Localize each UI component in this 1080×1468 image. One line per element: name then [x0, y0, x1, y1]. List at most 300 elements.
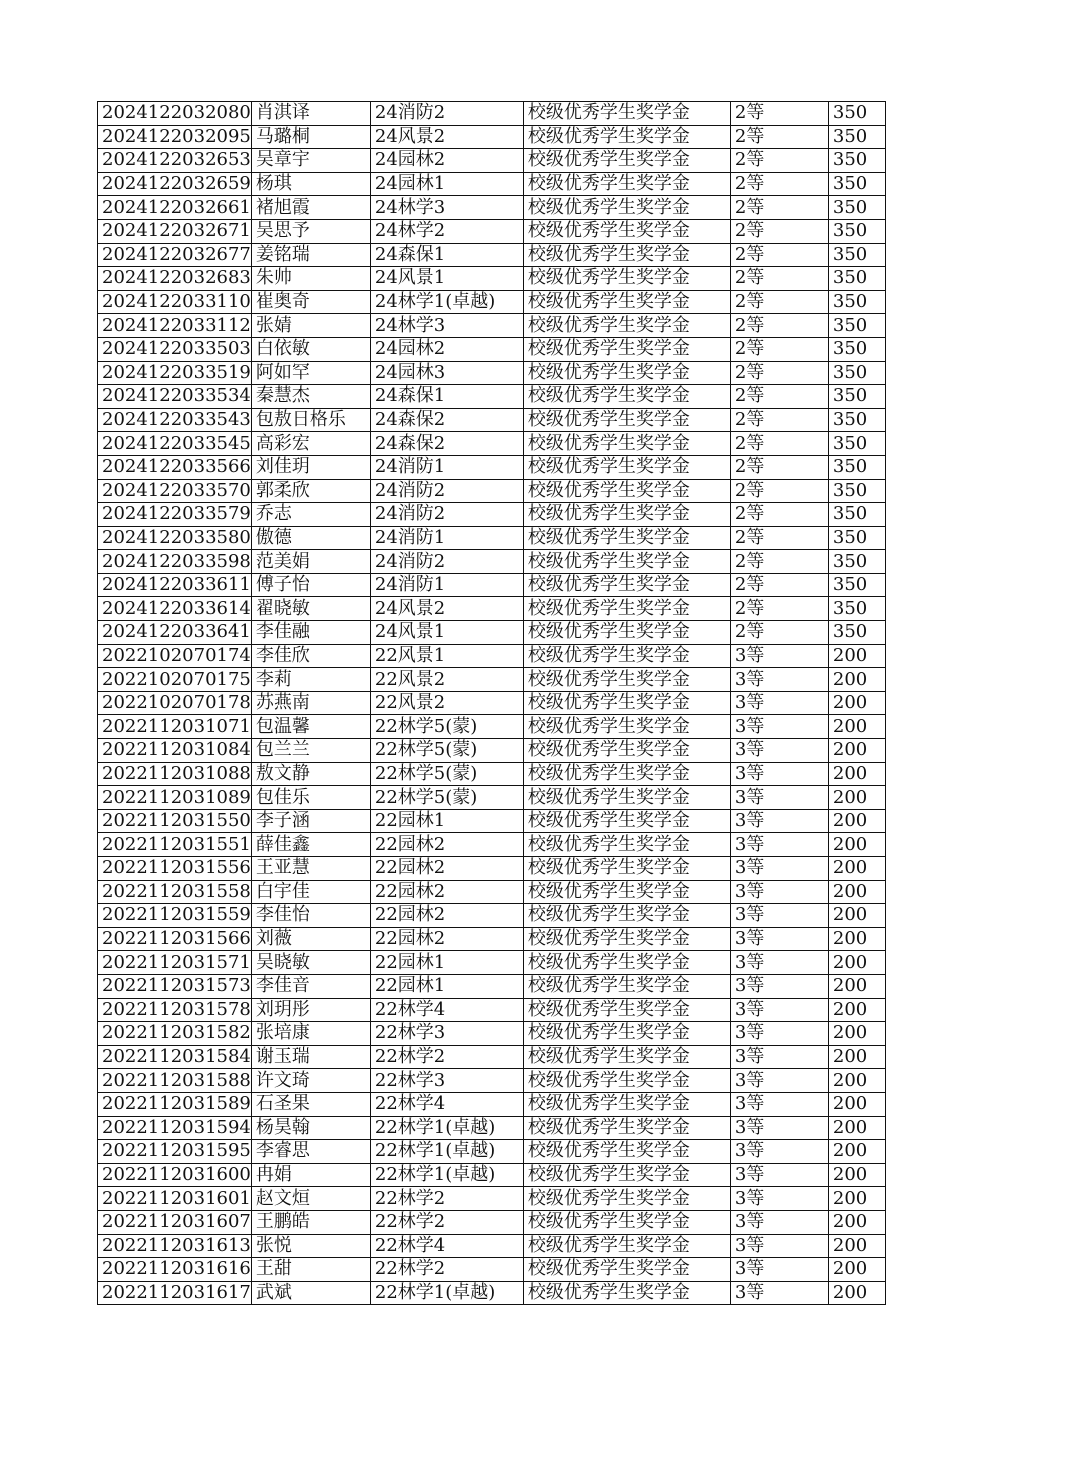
- table-row: [98, 550, 886, 574]
- class-cell: 24消防2: [370, 102, 523, 126]
- class-cell: 24风景1: [370, 267, 523, 291]
- grade-cell: 2等: [730, 550, 828, 574]
- table-row: [98, 951, 886, 975]
- student-id-cell: 2024122032677: [98, 243, 252, 267]
- student-id-cell: 2024122032653: [98, 149, 252, 173]
- award-cell: 校级优秀学生奖学金: [523, 408, 730, 432]
- table-row: [98, 219, 886, 243]
- grade-cell: 2等: [730, 337, 828, 361]
- award-cell: 校级优秀学生奖学金: [523, 621, 730, 645]
- name-cell: 李佳怡: [251, 904, 370, 928]
- award-cell: 校级优秀学生奖学金: [523, 243, 730, 267]
- student-id-cell: 2022112031559: [98, 904, 252, 928]
- amount-cell: 350: [828, 361, 885, 385]
- name-cell: 李佳融: [251, 621, 370, 645]
- class-cell: 24森保1: [370, 243, 523, 267]
- grade-cell: 2等: [730, 455, 828, 479]
- class-cell: 22林学1(卓越): [370, 1163, 523, 1187]
- name-cell: 李子涵: [251, 809, 370, 833]
- award-cell: 校级优秀学生奖学金: [523, 125, 730, 149]
- award-cell: 校级优秀学生奖学金: [523, 833, 730, 857]
- class-cell: 22林学2: [370, 1045, 523, 1069]
- grade-cell: 3等: [730, 1210, 828, 1234]
- student-id-cell: 2022112031607: [98, 1210, 252, 1234]
- table-row: [98, 102, 886, 126]
- award-cell: 校级优秀学生奖学金: [523, 361, 730, 385]
- table-row: [98, 833, 886, 857]
- class-cell: 24林学3: [370, 196, 523, 220]
- class-cell: 22林学1(卓越): [370, 1140, 523, 1164]
- student-id-cell: 2022112031550: [98, 809, 252, 833]
- name-cell: 阿如罕: [251, 361, 370, 385]
- amount-cell: 350: [828, 621, 885, 645]
- grade-cell: 3等: [730, 691, 828, 715]
- student-id-cell: 2024122032095: [98, 125, 252, 149]
- name-cell: 冉娟: [251, 1163, 370, 1187]
- student-id-cell: 2024122032661: [98, 196, 252, 220]
- amount-cell: 350: [828, 243, 885, 267]
- award-cell: 校级优秀学生奖学金: [523, 479, 730, 503]
- table-row: [98, 644, 886, 668]
- grade-cell: 2等: [730, 172, 828, 196]
- name-cell: 吴章宇: [251, 149, 370, 173]
- student-id-cell: 2024122033570: [98, 479, 252, 503]
- amount-cell: 200: [828, 1140, 885, 1164]
- grade-cell: 2等: [730, 361, 828, 385]
- table-row: [98, 668, 886, 692]
- student-id-cell: 2022102070175: [98, 668, 252, 692]
- class-cell: 22林学4: [370, 998, 523, 1022]
- award-cell: 校级优秀学生奖学金: [523, 1163, 730, 1187]
- award-cell: 校级优秀学生奖学金: [523, 267, 730, 291]
- class-cell: 22林学3: [370, 1069, 523, 1093]
- amount-cell: 350: [828, 102, 885, 126]
- student-id-cell: 2024122032659: [98, 172, 252, 196]
- amount-cell: 200: [828, 1163, 885, 1187]
- award-cell: 校级优秀学生奖学金: [523, 809, 730, 833]
- award-cell: 校级优秀学生奖学金: [523, 314, 730, 338]
- student-id-cell: 2022112031578: [98, 998, 252, 1022]
- student-id-cell: 2022112031601: [98, 1187, 252, 1211]
- name-cell: 赵文烜: [251, 1187, 370, 1211]
- amount-cell: 200: [828, 951, 885, 975]
- table-row: [98, 149, 886, 173]
- grade-cell: 2等: [730, 243, 828, 267]
- award-cell: 校级优秀学生奖学金: [523, 1022, 730, 1046]
- class-cell: 22林学3: [370, 1022, 523, 1046]
- name-cell: 马璐桐: [251, 125, 370, 149]
- award-cell: 校级优秀学生奖学金: [523, 1116, 730, 1140]
- table-row: [98, 267, 886, 291]
- amount-cell: 350: [828, 455, 885, 479]
- award-cell: 校级优秀学生奖学金: [523, 762, 730, 786]
- class-cell: 22林学2: [370, 1258, 523, 1282]
- grade-cell: 3等: [730, 1281, 828, 1305]
- grade-cell: 3等: [730, 833, 828, 857]
- name-cell: 谢玉瑞: [251, 1045, 370, 1069]
- award-cell: 校级优秀学生奖学金: [523, 172, 730, 196]
- name-cell: 王亚慧: [251, 857, 370, 881]
- class-cell: 24消防1: [370, 455, 523, 479]
- award-cell: 校级优秀学生奖学金: [523, 927, 730, 951]
- name-cell: 傲德: [251, 526, 370, 550]
- grade-cell: 3等: [730, 1187, 828, 1211]
- table-row: [98, 809, 886, 833]
- table-row: [98, 715, 886, 739]
- class-cell: 22风景2: [370, 668, 523, 692]
- grade-cell: 3等: [730, 644, 828, 668]
- name-cell: 张培康: [251, 1022, 370, 1046]
- table-row: [98, 314, 886, 338]
- class-cell: 22林学5(蒙): [370, 786, 523, 810]
- amount-cell: 200: [828, 1187, 885, 1211]
- table-row: [98, 857, 886, 881]
- table-row: [98, 503, 886, 527]
- grade-cell: 3等: [730, 1234, 828, 1258]
- student-id-cell: 2022112031582: [98, 1022, 252, 1046]
- name-cell: 包佳乐: [251, 786, 370, 810]
- grade-cell: 3等: [730, 1069, 828, 1093]
- amount-cell: 200: [828, 974, 885, 998]
- student-id-cell: 2022112031089: [98, 786, 252, 810]
- amount-cell: 350: [828, 149, 885, 173]
- amount-cell: 350: [828, 196, 885, 220]
- award-cell: 校级优秀学生奖学金: [523, 715, 730, 739]
- table-row: [98, 904, 886, 928]
- amount-cell: 350: [828, 408, 885, 432]
- name-cell: 褚旭霞: [251, 196, 370, 220]
- award-cell: 校级优秀学生奖学金: [523, 597, 730, 621]
- award-cell: 校级优秀学生奖学金: [523, 644, 730, 668]
- grade-cell: 2等: [730, 290, 828, 314]
- table-row: [98, 691, 886, 715]
- name-cell: 李睿思: [251, 1140, 370, 1164]
- amount-cell: 200: [828, 880, 885, 904]
- amount-cell: 350: [828, 479, 885, 503]
- table-row: [98, 762, 886, 786]
- grade-cell: 3等: [730, 951, 828, 975]
- name-cell: 朱帅: [251, 267, 370, 291]
- award-cell: 校级优秀学生奖学金: [523, 857, 730, 881]
- award-cell: 校级优秀学生奖学金: [523, 1187, 730, 1211]
- class-cell: 22林学5(蒙): [370, 739, 523, 763]
- grade-cell: 2等: [730, 149, 828, 173]
- name-cell: 范美娟: [251, 550, 370, 574]
- table-row: [98, 974, 886, 998]
- table-row: [98, 1187, 886, 1211]
- grade-cell: 3等: [730, 668, 828, 692]
- table-row: [98, 526, 886, 550]
- amount-cell: 350: [828, 125, 885, 149]
- grade-cell: 2等: [730, 408, 828, 432]
- amount-cell: 350: [828, 219, 885, 243]
- student-id-cell: 2022112031595: [98, 1140, 252, 1164]
- grade-cell: 2等: [730, 573, 828, 597]
- table-row: [98, 290, 886, 314]
- class-cell: 22林学1(卓越): [370, 1281, 523, 1305]
- award-cell: 校级优秀学生奖学金: [523, 290, 730, 314]
- award-cell: 校级优秀学生奖学金: [523, 974, 730, 998]
- class-cell: 22林学5(蒙): [370, 715, 523, 739]
- award-cell: 校级优秀学生奖学金: [523, 1045, 730, 1069]
- class-cell: 24林学1(卓越): [370, 290, 523, 314]
- student-id-cell: 2022112031589: [98, 1092, 252, 1116]
- amount-cell: 200: [828, 1069, 885, 1093]
- class-cell: 22园林2: [370, 880, 523, 904]
- grade-cell: 2等: [730, 597, 828, 621]
- student-id-cell: 2022112031071: [98, 715, 252, 739]
- name-cell: 苏燕南: [251, 691, 370, 715]
- amount-cell: 200: [828, 1258, 885, 1282]
- amount-cell: 350: [828, 172, 885, 196]
- student-id-cell: 2022112031600: [98, 1163, 252, 1187]
- class-cell: 24林学2: [370, 219, 523, 243]
- award-cell: 校级优秀学生奖学金: [523, 102, 730, 126]
- amount-cell: 350: [828, 526, 885, 550]
- student-id-cell: 2022112031558: [98, 880, 252, 904]
- award-cell: 校级优秀学生奖学金: [523, 550, 730, 574]
- name-cell: 张悦: [251, 1234, 370, 1258]
- class-cell: 22林学2: [370, 1187, 523, 1211]
- table-row: [98, 739, 886, 763]
- grade-cell: 2等: [730, 479, 828, 503]
- amount-cell: 350: [828, 290, 885, 314]
- amount-cell: 200: [828, 1022, 885, 1046]
- class-cell: 22园林2: [370, 927, 523, 951]
- award-cell: 校级优秀学生奖学金: [523, 880, 730, 904]
- name-cell: 乔志: [251, 503, 370, 527]
- amount-cell: 200: [828, 857, 885, 881]
- class-cell: 22林学1(卓越): [370, 1116, 523, 1140]
- grade-cell: 3等: [730, 1022, 828, 1046]
- grade-cell: 3等: [730, 927, 828, 951]
- class-cell: 22林学2: [370, 1210, 523, 1234]
- grade-cell: 3等: [730, 715, 828, 739]
- table-row: [98, 455, 886, 479]
- class-cell: 24园林2: [370, 337, 523, 361]
- amount-cell: 200: [828, 691, 885, 715]
- name-cell: 肖淇译: [251, 102, 370, 126]
- student-id-cell: 2024122033543: [98, 408, 252, 432]
- grade-cell: 3等: [730, 998, 828, 1022]
- award-cell: 校级优秀学生奖学金: [523, 998, 730, 1022]
- class-cell: 22风景2: [370, 691, 523, 715]
- class-cell: 24园林1: [370, 172, 523, 196]
- student-id-cell: 2024122032080: [98, 102, 252, 126]
- class-cell: 24消防1: [370, 573, 523, 597]
- award-cell: 校级优秀学生奖学金: [523, 904, 730, 928]
- award-cell: 校级优秀学生奖学金: [523, 1140, 730, 1164]
- grade-cell: 3等: [730, 786, 828, 810]
- award-cell: 校级优秀学生奖学金: [523, 455, 730, 479]
- grade-cell: 2等: [730, 102, 828, 126]
- table-row: [98, 573, 886, 597]
- student-id-cell: 2022112031588: [98, 1069, 252, 1093]
- class-cell: 24风景2: [370, 597, 523, 621]
- name-cell: 李莉: [251, 668, 370, 692]
- amount-cell: 200: [828, 644, 885, 668]
- name-cell: 刘薇: [251, 927, 370, 951]
- grade-cell: 2等: [730, 503, 828, 527]
- class-cell: 24风景1: [370, 621, 523, 645]
- student-id-cell: 2022112031571: [98, 951, 252, 975]
- award-cell: 校级优秀学生奖学金: [523, 432, 730, 456]
- name-cell: 秦慧杰: [251, 385, 370, 409]
- table-row: [98, 1140, 886, 1164]
- name-cell: 许文琦: [251, 1069, 370, 1093]
- name-cell: 武斌: [251, 1281, 370, 1305]
- scholarship-table: [97, 101, 886, 1305]
- award-cell: 校级优秀学生奖学金: [523, 786, 730, 810]
- class-cell: 24森保2: [370, 432, 523, 456]
- amount-cell: 350: [828, 550, 885, 574]
- table-row: [98, 998, 886, 1022]
- class-cell: 22园林2: [370, 833, 523, 857]
- student-id-cell: 2022102070178: [98, 691, 252, 715]
- award-cell: 校级优秀学生奖学金: [523, 668, 730, 692]
- student-id-cell: 2022112031566: [98, 927, 252, 951]
- name-cell: 刘佳玥: [251, 455, 370, 479]
- table-row: [98, 432, 886, 456]
- grade-cell: 2等: [730, 219, 828, 243]
- award-cell: 校级优秀学生奖学金: [523, 149, 730, 173]
- amount-cell: 200: [828, 904, 885, 928]
- student-id-cell: 2024122032683: [98, 267, 252, 291]
- table-row: [98, 408, 886, 432]
- table-row: [98, 337, 886, 361]
- award-cell: 校级优秀学生奖学金: [523, 1281, 730, 1305]
- student-id-cell: 2024122033519: [98, 361, 252, 385]
- table-row: [98, 243, 886, 267]
- table-row: [98, 1258, 886, 1282]
- class-cell: 24森保1: [370, 385, 523, 409]
- name-cell: 包温馨: [251, 715, 370, 739]
- class-cell: 24消防2: [370, 550, 523, 574]
- name-cell: 翟晓敏: [251, 597, 370, 621]
- table-row: [98, 1163, 886, 1187]
- student-id-cell: 2024122033614: [98, 597, 252, 621]
- student-id-cell: 2024122033545: [98, 432, 252, 456]
- amount-cell: 200: [828, 927, 885, 951]
- student-id-cell: 2024122033611: [98, 573, 252, 597]
- grade-cell: 2等: [730, 621, 828, 645]
- name-cell: 高彩宏: [251, 432, 370, 456]
- table-row: [98, 1045, 886, 1069]
- award-cell: 校级优秀学生奖学金: [523, 573, 730, 597]
- grade-cell: 3等: [730, 739, 828, 763]
- grade-cell: 3等: [730, 1140, 828, 1164]
- grade-cell: 2等: [730, 196, 828, 220]
- student-id-cell: 2022112031088: [98, 762, 252, 786]
- amount-cell: 200: [828, 762, 885, 786]
- student-id-cell: 2022102070174: [98, 644, 252, 668]
- award-cell: 校级优秀学生奖学金: [523, 385, 730, 409]
- student-id-cell: 2022112031613: [98, 1234, 252, 1258]
- table-row: [98, 196, 886, 220]
- award-cell: 校级优秀学生奖学金: [523, 219, 730, 243]
- grade-cell: 3等: [730, 762, 828, 786]
- grade-cell: 2等: [730, 314, 828, 338]
- student-id-cell: 2022112031594: [98, 1116, 252, 1140]
- grade-cell: 3等: [730, 974, 828, 998]
- table-row: [98, 172, 886, 196]
- student-id-cell: 2024122033503: [98, 337, 252, 361]
- name-cell: 杨琪: [251, 172, 370, 196]
- award-cell: 校级优秀学生奖学金: [523, 503, 730, 527]
- grade-cell: 2等: [730, 432, 828, 456]
- table-row: [98, 786, 886, 810]
- grade-cell: 3等: [730, 880, 828, 904]
- class-cell: 22林学4: [370, 1092, 523, 1116]
- amount-cell: 200: [828, 1281, 885, 1305]
- student-id-cell: 2022112031556: [98, 857, 252, 881]
- student-id-cell: 2022112031573: [98, 974, 252, 998]
- award-cell: 校级优秀学生奖学金: [523, 337, 730, 361]
- award-cell: 校级优秀学生奖学金: [523, 691, 730, 715]
- class-cell: 24风景2: [370, 125, 523, 149]
- name-cell: 薛佳鑫: [251, 833, 370, 857]
- student-id-cell: 2024122033580: [98, 526, 252, 550]
- amount-cell: 350: [828, 503, 885, 527]
- name-cell: 傅子怡: [251, 573, 370, 597]
- student-id-cell: 2024122033579: [98, 503, 252, 527]
- table-row: [98, 385, 886, 409]
- student-id-cell: 2022112031616: [98, 1258, 252, 1282]
- student-id-cell: 2024122033112: [98, 314, 252, 338]
- table-row: [98, 479, 886, 503]
- name-cell: 姜铭瑞: [251, 243, 370, 267]
- class-cell: 22园林1: [370, 974, 523, 998]
- amount-cell: 200: [828, 1092, 885, 1116]
- name-cell: 王鹏皓: [251, 1210, 370, 1234]
- name-cell: 李佳音: [251, 974, 370, 998]
- class-cell: 24消防1: [370, 526, 523, 550]
- grade-cell: 3等: [730, 1045, 828, 1069]
- amount-cell: 350: [828, 337, 885, 361]
- amount-cell: 200: [828, 1210, 885, 1234]
- student-id-cell: 2024122033641: [98, 621, 252, 645]
- award-cell: 校级优秀学生奖学金: [523, 196, 730, 220]
- amount-cell: 350: [828, 573, 885, 597]
- student-id-cell: 2024122033534: [98, 385, 252, 409]
- student-id-cell: 2024122033110: [98, 290, 252, 314]
- grade-cell: 3等: [730, 904, 828, 928]
- amount-cell: 200: [828, 715, 885, 739]
- amount-cell: 350: [828, 314, 885, 338]
- class-cell: 22园林2: [370, 857, 523, 881]
- grade-cell: 3等: [730, 1258, 828, 1282]
- name-cell: 王甜: [251, 1258, 370, 1282]
- student-id-cell: 2024122033598: [98, 550, 252, 574]
- amount-cell: 350: [828, 385, 885, 409]
- name-cell: 敖文静: [251, 762, 370, 786]
- table-row: [98, 1022, 886, 1046]
- amount-cell: 350: [828, 597, 885, 621]
- student-id-cell: 2024122033566: [98, 455, 252, 479]
- student-id-cell: 2024122032671: [98, 219, 252, 243]
- amount-cell: 200: [828, 1234, 885, 1258]
- student-id-cell: 2022112031084: [98, 739, 252, 763]
- amount-cell: 200: [828, 786, 885, 810]
- table-row: [98, 927, 886, 951]
- table-row: [98, 125, 886, 149]
- grade-cell: 3等: [730, 1092, 828, 1116]
- class-cell: 24林学3: [370, 314, 523, 338]
- name-cell: 包兰兰: [251, 739, 370, 763]
- class-cell: 24森保2: [370, 408, 523, 432]
- award-cell: 校级优秀学生奖学金: [523, 526, 730, 550]
- name-cell: 石圣果: [251, 1092, 370, 1116]
